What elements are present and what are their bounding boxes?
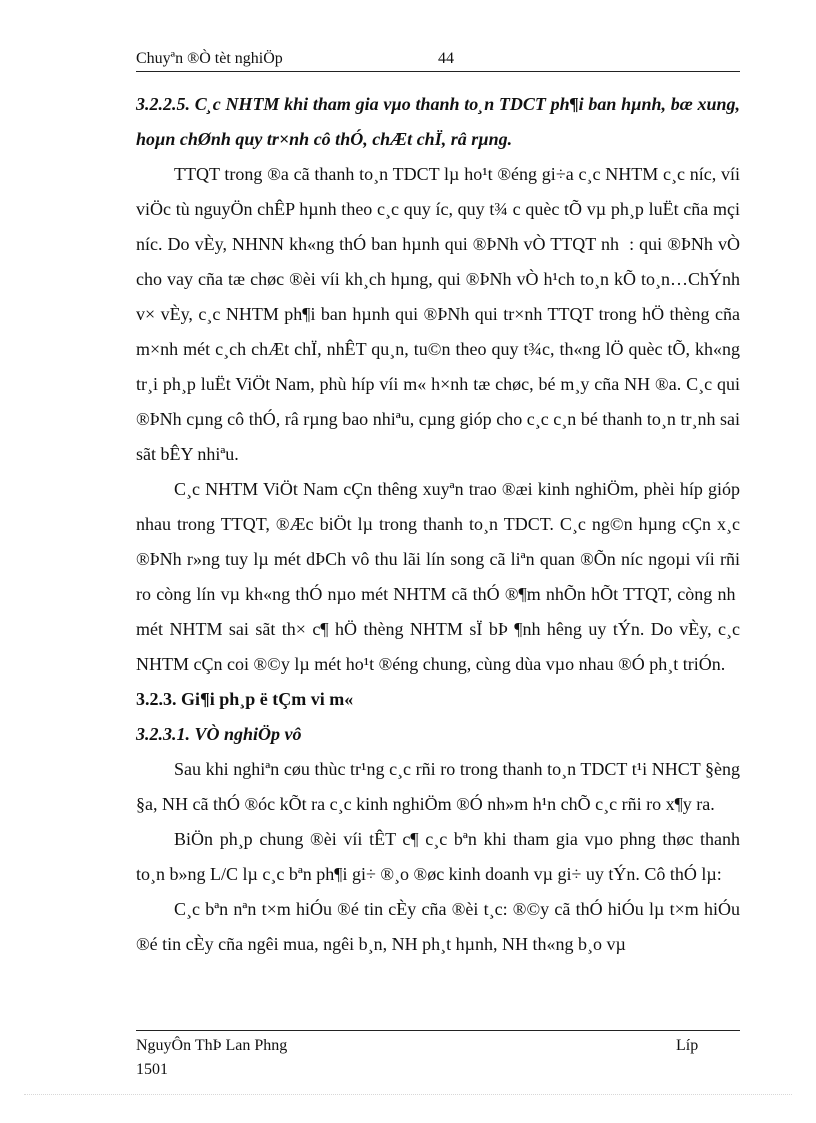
footer-rule xyxy=(136,1030,740,1031)
header-rule xyxy=(136,71,740,72)
paragraph: Sau khi nghiªn cøu thùc tr¹ng c¸c rñi ro trong thanh to¸n TDCT t¹i NHCT §èng §a, NH cã thÓ ®óc kÕt ra c¸c kinh nghiÖm ®Ó nh»m h¹n chÕ c¸c rñi ro x¶y ra. xyxy=(136,759,740,814)
section-heading-3-2-3: 3.2.3. Gi¶i ph¸p ë tÇm vi m« xyxy=(136,689,354,709)
paragraph: C¸c NHTM ViÖt Nam cÇn thêng xuyªn trao ®æi kinh nghiÖm, phèi híp gióp nhau trong TTQT, ®Æc biÖt lµ trong thanh to¸n TDCT. C¸c ng©n hµng cÇn x¸c ®ÞNh r»ng tuy lµ mét dÞCh vô thu lãi lín song cã liªn quan ®Õn níc ngoµi víi rñi ro còng lín vµ kh«ng thÓ nµo mét NHTM cã thÓ ®¶m nhÕn hÕt TTQT, còng nh mét NHTM sai sãt th× c¶ hÖ thèng NHTM sÏ bÞ ¶nh hêng uy tÝn. Do vÈy, c¸c NHTM cÇn coi ®©y lµ mét ho¹t ®éng chung, cùng dùa vµo nhau ®Ó ph¸t triÓn. xyxy=(136,479,740,674)
section-heading-3-2-2-5: 3.2.2.5. C¸c NHTM khi tham gia vµo thanh to¸n TDCT ph¶i ban hµnh, bæ xung, hoµn chØnh quy tr×nh cô thÓ, chÆt chÏ, râ rµng. xyxy=(136,94,740,149)
footer-author: NguyÔn ThÞ Lan Phng xyxy=(136,1037,288,1054)
document-body xyxy=(136,87,740,962)
header-page-number: 44 xyxy=(438,50,454,67)
paragraph: BiÖn ph¸p chung ®èi víi tÊT c¶ c¸c bªn khi tham gia vµo phng thøc thanh to¸n b»ng L/C lµ c¸c bªn ph¶i gi÷ ®¸o ®øc kinh doanh vµ gi÷ uy tÝn. Cô thÓ lµ: xyxy=(136,829,740,884)
paragraph: C¸c bªn nªn t×m hiÓu ®é tin cÈy cña ®èi t¸c: ®©y cã thÓ hiÓu lµ t×m hiÓu ®é tin cÈy cña ngêi mua, ngêi b¸n, NH ph¸t hµnh, NH th«ng b¸o vµ xyxy=(136,899,740,954)
footer-class-label: Líp xyxy=(676,1037,699,1054)
page-bottom-dotted-line xyxy=(24,1094,792,1095)
section-heading-3-2-3-1: 3.2.3.1. VÒ nghiÖp vô xyxy=(136,724,302,744)
footer-class-number: 1501 xyxy=(136,1061,168,1078)
paragraph: TTQT trong ®a cã thanh to¸n TDCT lµ ho¹t ®éng gi÷a c¸c NHTM c¸c níc, víi viÖc tù nguyÖn chÊP hµnh theo c¸c quy íc, quy t¾ c quèc tÕ vµ ph¸p luËt cña mçi níc. Do vÈy, NHNN kh«ng thÓ ban hµnh qui ®ÞNh vÒ TTQT nh : qui ®ÞNh vÒ cho vay cña tæ chøc ®èi víi kh¸ch hµng, qui ®ÞNh vÒ h¹ch to¸n kÕ to¸n…ChÝnh v× vÈy, c¸c NHTM ph¶i ban hµnh qui ®ÞNh qui tr×nh TTQT trong hÖ thèng cña m×nh mét c¸ch chÆt chÏ, nhÊT qu¸n, tu©n theo quy t¾c, th«ng lÖ quèc tÕ, kh«ng tr¸i ph¸p luËt ViÖt Nam, phù híp víi m« h×nh tæ chøc, bé m¸y cña NH ®a. C¸c qui ®ÞNh cµng cô thÓ, râ rµng bao nhiªu, cµng gióp cho c¸c c¸n bé thanh to¸n tr¸nh sai sãt bÊY nhiªu. xyxy=(136,164,740,464)
page-header xyxy=(136,48,740,70)
header-title: Chuyªn ®Ò tèt nghiÖp xyxy=(136,50,283,67)
